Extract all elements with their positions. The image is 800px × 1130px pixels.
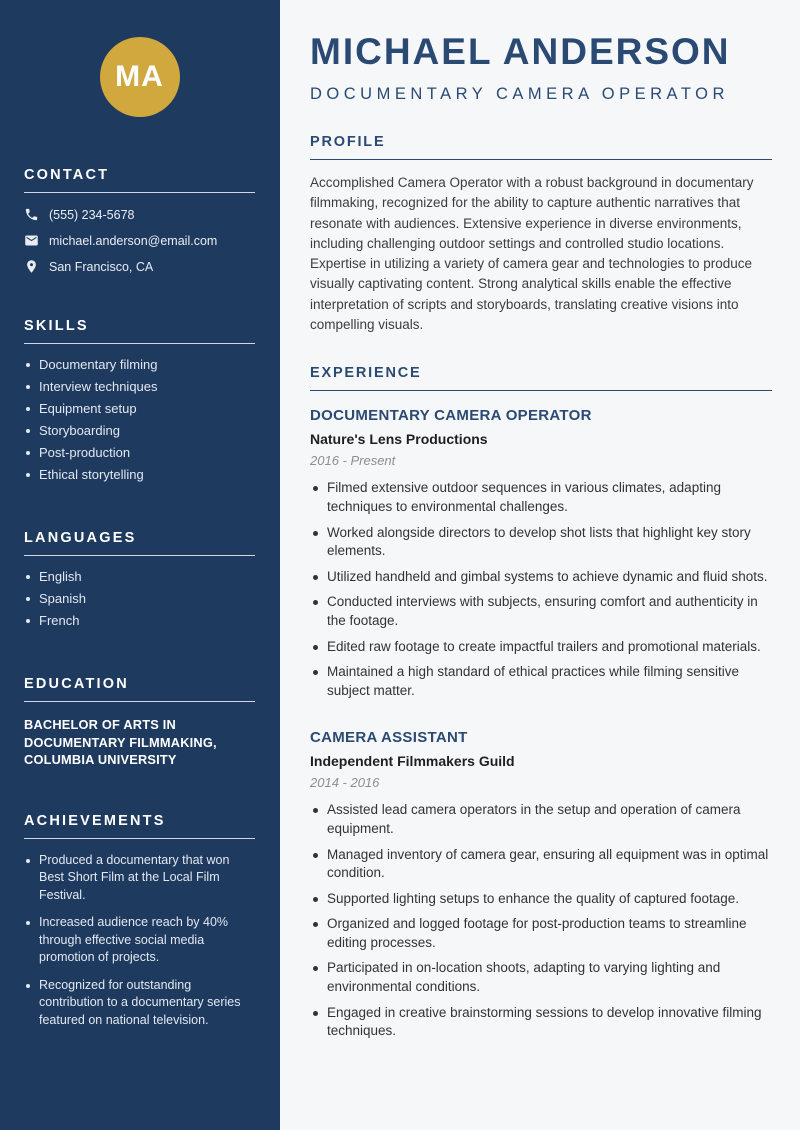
skill-item: Post-production — [24, 442, 255, 464]
skills-section — [24, 318, 255, 486]
phone-icon — [24, 207, 49, 222]
main-content — [280, 0, 800, 1130]
job-bullet: Edited raw footage to create impactful trailers and promotional materials. — [310, 638, 772, 657]
achievement-item: Recognized for outstanding contribution to a documentary series featured on national television. — [24, 977, 255, 1030]
achievement-item: Increased audience reach by 40% through effective social media promotion of projects. — [24, 914, 255, 967]
job-bullet: Organized and logged footage for post-production teams to streamline editing processes. — [310, 915, 772, 952]
achievements-list — [24, 852, 255, 1030]
job-title: DOCUMENTARY CAMERA OPERATOR — [310, 407, 592, 425]
achievement-item: Produced a documentary that won Best Short Film at the Local Film Festival. — [24, 852, 255, 905]
contact-heading: CONTACT — [24, 167, 255, 193]
skill-item: Documentary filming — [24, 354, 255, 376]
education-degree: BACHELOR OF ARTS IN DOCUMENTARY FILMMAKING, COLUMBIA UNIVERSITY — [24, 717, 217, 767]
job-company: Nature's Lens Productions — [310, 431, 488, 448]
skill-item: Interview techniques — [24, 376, 255, 398]
job-dates: 2014 - 2016 — [310, 775, 380, 791]
job-bullet-list — [310, 479, 772, 700]
language-item: English — [24, 566, 255, 588]
experience-job-1 — [310, 407, 772, 700]
job-bullet: Worked alongside directors to develop shot lists that highlight key story elements. — [310, 524, 772, 561]
language-item: Spanish — [24, 588, 255, 610]
languages-list — [24, 566, 255, 632]
job-bullet: Managed inventory of camera gear, ensuring all equipment was in optimal condition. — [310, 846, 772, 883]
job-bullet-list — [310, 801, 772, 1041]
profile-section — [310, 134, 772, 335]
location-pin-icon — [24, 259, 49, 274]
experience-section — [310, 365, 772, 1040]
experience-heading: EXPERIENCE — [310, 365, 772, 391]
job-company: Independent Filmmakers Guild — [310, 753, 515, 770]
skills-heading: SKILLS — [24, 318, 255, 344]
contact-section — [24, 167, 255, 274]
job-bullet: Maintained a high standard of ethical practices while filming sensitive subject matter. — [310, 663, 772, 700]
contact-phone-text: (555) 234-5678 — [49, 207, 135, 222]
profile-heading: PROFILE — [310, 134, 772, 160]
email-icon — [24, 233, 49, 248]
experience-job-2 — [310, 729, 772, 1041]
job-title: CAMERA ASSISTANT — [310, 729, 468, 747]
job-dates: 2016 - Present — [310, 453, 396, 469]
contact-row-email — [24, 233, 255, 248]
languages-heading: LANGUAGES — [24, 530, 255, 556]
job-bullet: Assisted lead camera operators in the setup and operation of camera equipment. — [310, 801, 772, 838]
job-bullet: Supported lighting setups to enhance the quality of captured footage. — [310, 890, 772, 909]
job-bullet: Conducted interviews with subjects, ensuring comfort and authenticity in the footage. — [310, 593, 772, 630]
education-section — [24, 676, 255, 769]
job-bullet: Engaged in creative brainstorming sessions to develop innovative filming techniques. — [310, 1004, 772, 1041]
profile-text: Accomplished Camera Operator with a robust background in documentary filmmaking, recognized for the ability to capture authentic narratives that resonate with audiences. Extensive experience in diverse environments, including challenging outdoor settings and controlled studio locations. Expertise in utilizing a variety of camera gear and technologies to produce visually captivating content. Strong analytical skills enable the effective interpretation of scripts and storyboards, translating creative visions into compelling visuals. — [310, 175, 754, 333]
contact-row-phone — [24, 207, 255, 222]
contact-list — [24, 207, 255, 274]
job-bullet: Utilized handheld and gimbal systems to achieve dynamic and fluid shots. — [310, 568, 772, 587]
contact-email-text: michael.anderson@email.com — [49, 233, 218, 248]
languages-section — [24, 530, 255, 632]
education-heading: EDUCATION — [24, 676, 255, 702]
skill-item: Equipment setup — [24, 398, 255, 420]
candidate-name: MICHAEL ANDERSON — [310, 31, 731, 72]
achievements-section — [24, 813, 255, 1030]
avatar-initials: MA — [115, 60, 164, 93]
avatar — [100, 37, 180, 117]
achievements-heading: ACHIEVEMENTS — [24, 813, 255, 839]
sidebar — [0, 0, 280, 1130]
skill-item: Storyboarding — [24, 420, 255, 442]
skill-item: Ethical storytelling — [24, 464, 255, 486]
language-item: French — [24, 610, 255, 632]
contact-row-location — [24, 259, 255, 274]
job-bullet: Participated in on-location shoots, adapting to varying lighting and environmental conditions. — [310, 959, 772, 996]
skills-list — [24, 354, 255, 486]
job-bullet: Filmed extensive outdoor sequences in various climates, adapting techniques to environmental challenges. — [310, 479, 772, 516]
contact-location-text: San Francisco, CA — [49, 259, 154, 274]
candidate-title: DOCUMENTARY CAMERA OPERATOR — [310, 85, 729, 103]
